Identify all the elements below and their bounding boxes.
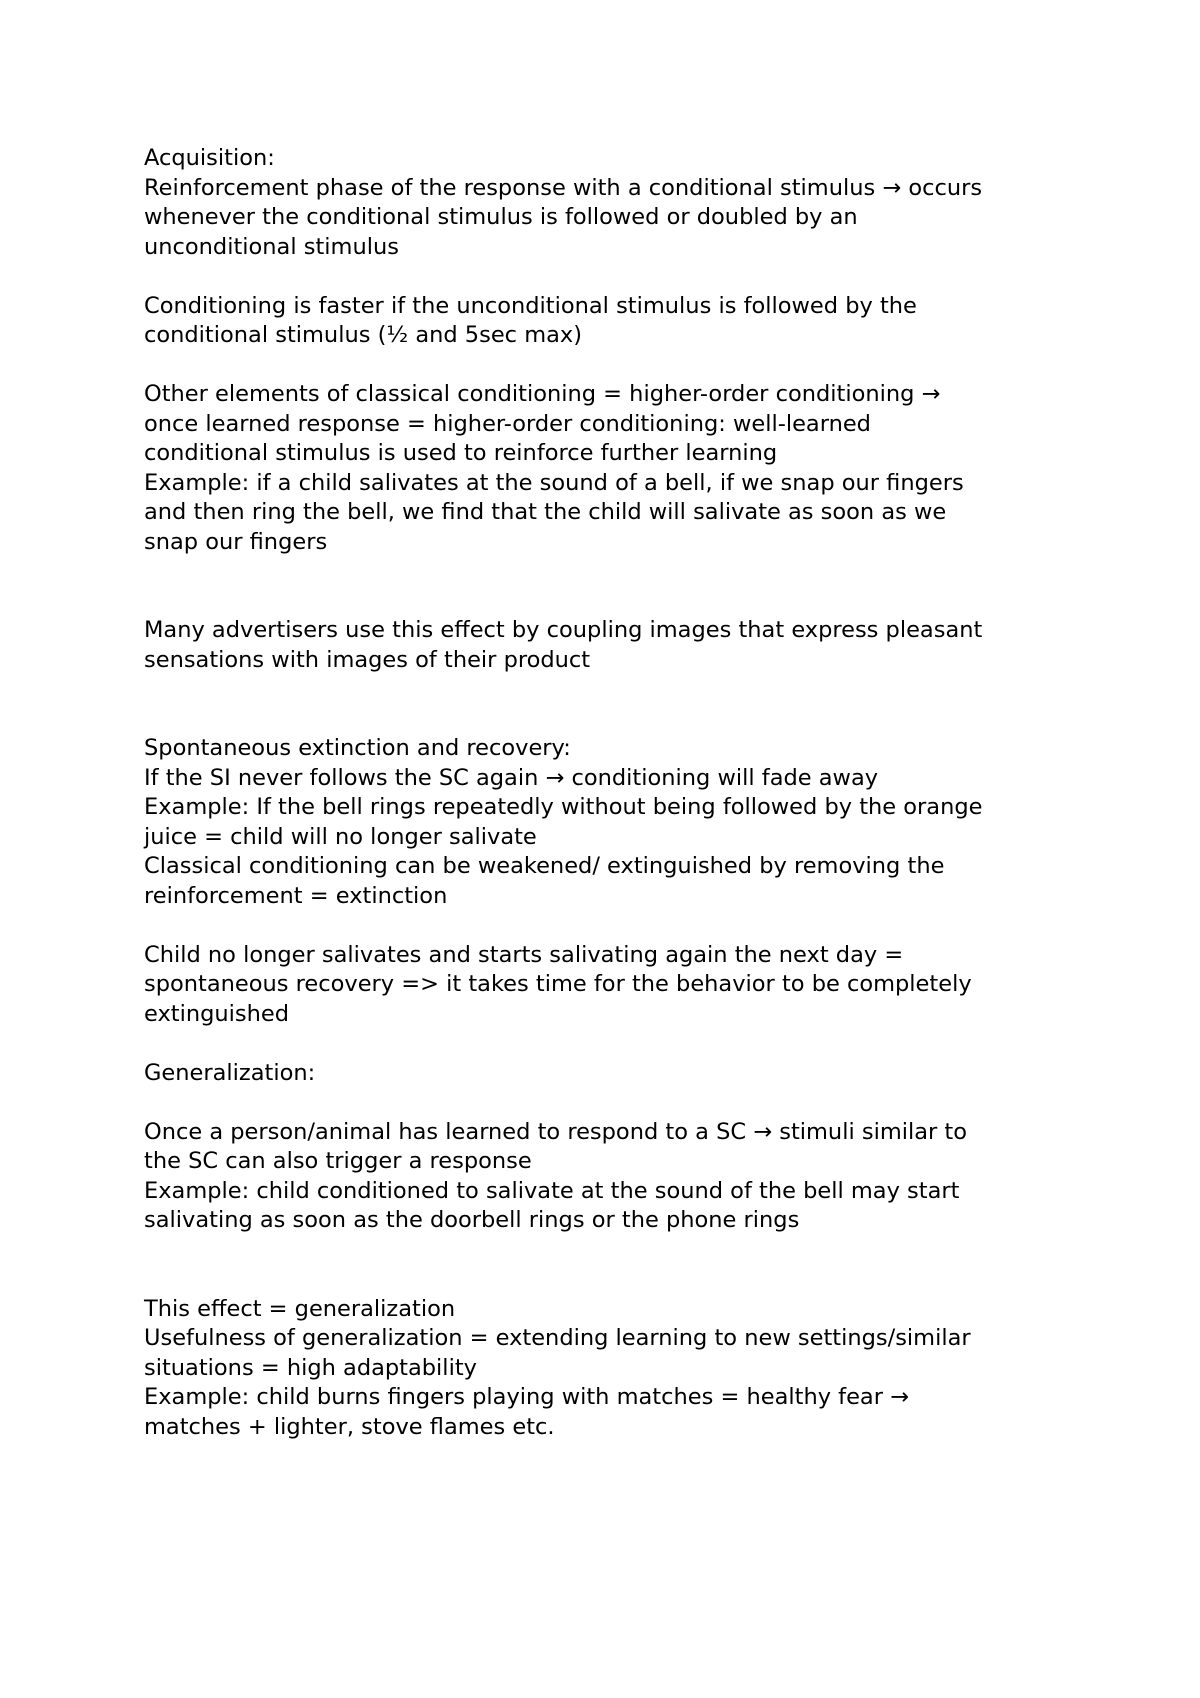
paragraph-generalization-heading — [144, 1059, 1084, 1089]
text-line: Usefulness of generalization = extending learning to new settings/similar — [144, 1325, 971, 1351]
text-line: whenever the conditional stimulus is followed or doubled by an — [144, 204, 858, 230]
text-line: Example: child conditioned to salivate at the sound of the bell may start — [144, 1177, 960, 1204]
text-line: Many advertisers use this effect by coupling images that express pleasant — [144, 617, 983, 643]
blank-line — [144, 587, 1084, 617]
text-line: spontaneous recovery => it takes time for the behavior to be completely — [144, 971, 972, 997]
blank-line — [144, 262, 1084, 292]
blank-line — [144, 911, 1084, 941]
text-line: juice = child will no longer salivate — [144, 823, 537, 850]
text-line: extinguished — [144, 1000, 289, 1027]
text-line: reinforcement = extinction — [144, 882, 448, 909]
text-line: This effect = generalization — [144, 1295, 456, 1322]
blank-line — [144, 1236, 1084, 1266]
section-heading: Generalization: — [144, 1059, 316, 1086]
document-text — [144, 144, 1084, 1442]
text-line: Once a person/animal has learned to respond to a SC → stimuli similar to — [144, 1118, 968, 1145]
text-line: Example: If the bell rings repeatedly without being followed by the orange — [144, 794, 983, 820]
text-line: snap our fingers — [144, 528, 328, 555]
text-line: Example: if a child salivates at the sound of a bell, if we snap our fingers — [144, 469, 964, 496]
blank-line — [144, 557, 1084, 587]
section-heading: Spontaneous extinction and recovery: — [144, 735, 571, 761]
paragraph-higher-order — [144, 380, 1084, 469]
text-line: situations = high adaptability — [144, 1354, 477, 1381]
text-line: Child no longer salivates and starts salivating again the next day = — [144, 941, 904, 968]
blank-line — [144, 675, 1084, 705]
paragraph-extinction-body — [144, 764, 1084, 912]
text-line: If the SI never follows the SC again → conditioning will fade away — [144, 764, 879, 791]
blank-line — [144, 1265, 1084, 1295]
text-line: conditional stimulus (½ and 5sec max) — [144, 322, 583, 348]
blank-line — [144, 351, 1084, 381]
section-heading: Acquisition: — [144, 145, 275, 171]
text-line: sensations with images of their product — [144, 646, 591, 673]
text-line: Classical conditioning can be weakened/ extinguished by removing the — [144, 853, 945, 879]
text-line: conditional stimulus is used to reinforce further learning — [144, 440, 778, 466]
paragraph-acq-heading — [144, 144, 1084, 174]
text-line: Reinforcement phase of the response with a conditional stimulus → occurs — [144, 174, 983, 201]
blank-line — [144, 705, 1084, 735]
paragraph-advertisers — [144, 616, 1084, 675]
text-line: salivating as soon as the doorbell rings or the phone rings — [144, 1207, 800, 1233]
blank-line — [144, 1088, 1084, 1118]
text-line: Conditioning is faster if the unconditional stimulus is followed by the — [144, 292, 917, 319]
text-line: once learned response = higher-order conditioning: well-learned — [144, 410, 871, 437]
paragraph-acq-body — [144, 174, 1084, 263]
text-line: the SC can also trigger a response — [144, 1148, 532, 1174]
text-line: matches + lighter, stove flames etc. — [144, 1413, 555, 1440]
paragraph-generalization-body — [144, 1118, 1084, 1236]
text-line: and then ring the bell, we find that the child will salivate as soon as we — [144, 499, 947, 525]
text-line: Example: child burns fingers playing with matches = healthy fear → — [144, 1384, 909, 1410]
paragraph-example-bell — [144, 469, 1084, 558]
paragraph-recovery — [144, 941, 1084, 1030]
text-line: Other elements of classical conditioning = higher-order conditioning → — [144, 381, 941, 407]
paragraph-cond-faster — [144, 292, 1084, 351]
text-line: unconditional stimulus — [144, 233, 399, 260]
paragraph-generalization-usefulness — [144, 1295, 1084, 1443]
blank-line — [144, 1029, 1084, 1059]
paragraph-extinction-heading — [144, 734, 1084, 764]
